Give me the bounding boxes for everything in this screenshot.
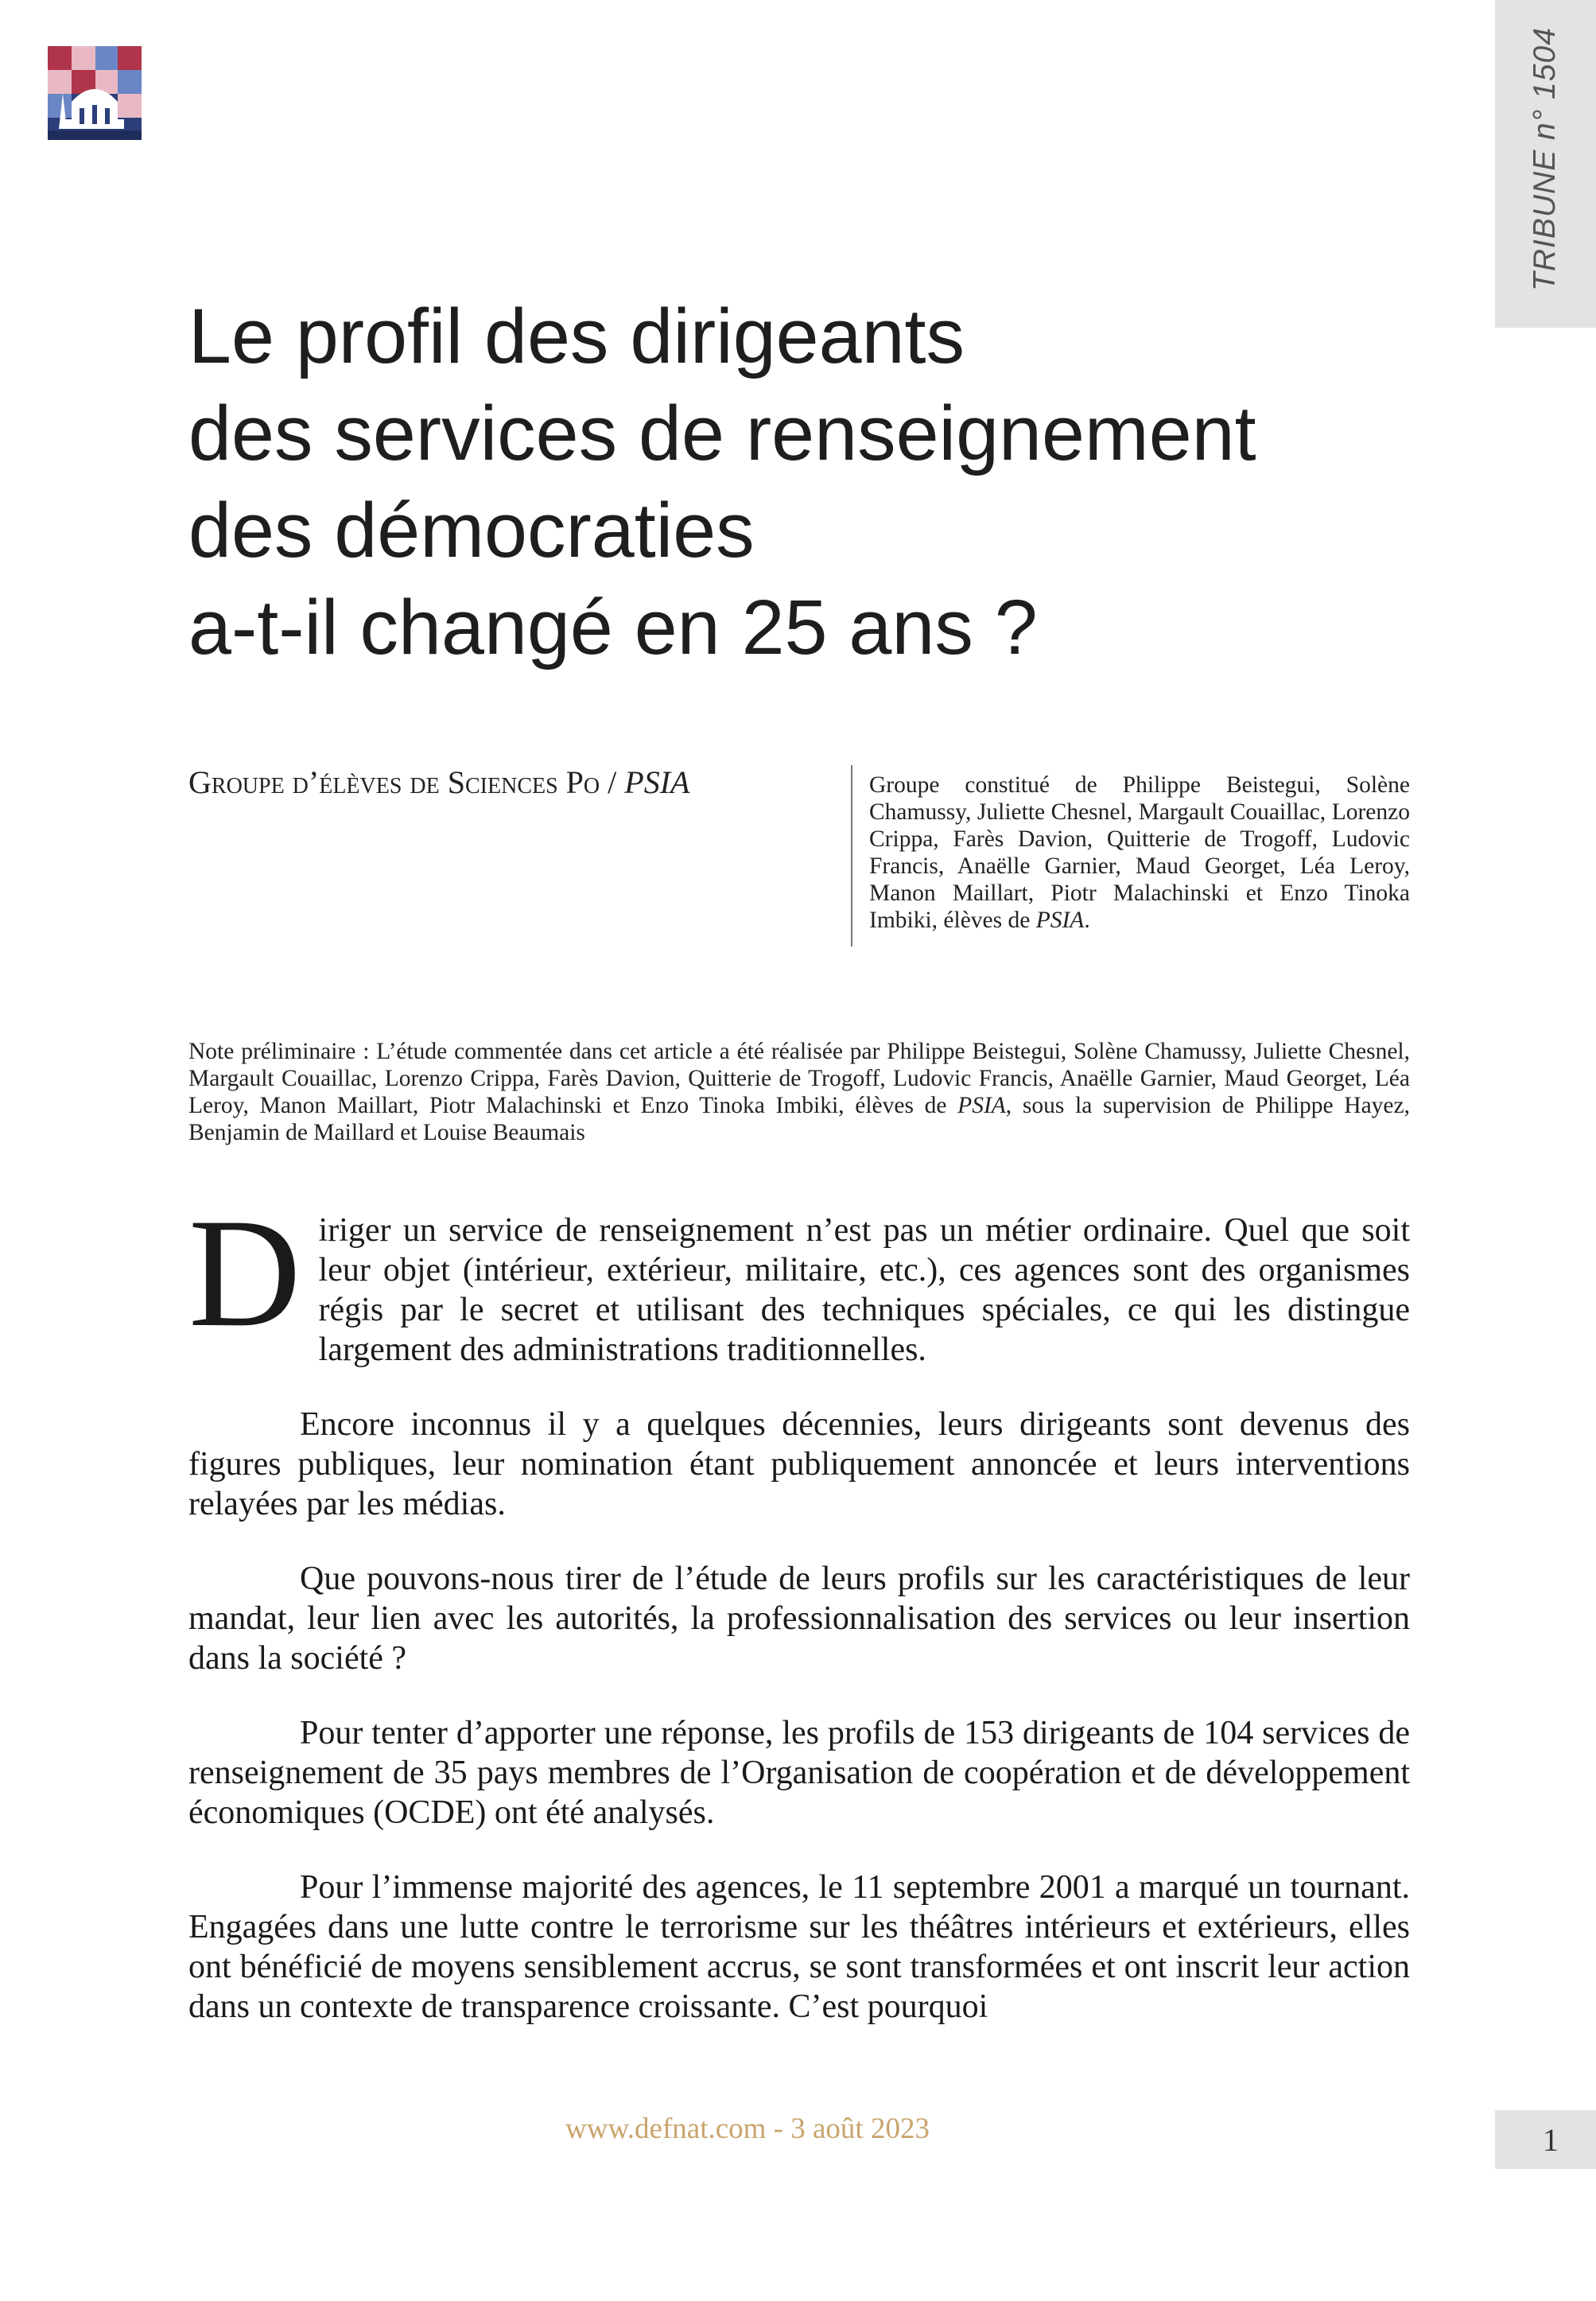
page-number-box <box>1495 2110 1596 2169</box>
publication-logo <box>48 46 142 140</box>
author-byline <box>188 764 833 802</box>
body-paragraph: Encore inconnus il y a quelques décennies, leurs dirigeants sont devenus des figures publiques, leur nomination étant publiquement annoncée et leurs interventions relayées par les médias. <box>188 1406 1410 1522</box>
author-bio-end: . <box>1084 908 1090 933</box>
paragraph-text: iriger un service de renseignement n’est pas un métier ordinaire. Quel que soit leur objet (intérieur, extérieur, militaire, etc.), ces agences sont des organismes régis par le secret et utilisant des techniques spéciales, ce qui les distingue largement des administrations traditionnelles. <box>318 1212 1410 1368</box>
title-line: des services de renseignement <box>188 390 1256 476</box>
author-divider <box>851 765 852 946</box>
side-tab <box>1495 0 1596 328</box>
body-paragraph: Pour tenter d’apporter une réponse, les profils de 153 dirigeants de 104 services de renseignement de 35 pays membres de l’Organisation de coopération et de développement économiques (OCDE) ont été analysés. <box>188 1715 1410 1831</box>
author-separator: / <box>600 764 625 800</box>
article-body <box>188 1187 1410 2062</box>
preliminary-note <box>188 1038 1410 1146</box>
title-line: Le profil des dirigeants <box>188 293 965 379</box>
article-title <box>188 288 1381 676</box>
body-paragraph: Pour l’immense majorité des agences, le 11 septembre 2001 a marqué un tournant. Engagées dans une lutte contre le terrorisme sur les théâtres intérieurs et extérieurs, elles ont bénéficié de moyens sensiblement accrus, se sont transformées et ont inscrit leur action dans un contexte de transparence croissante. C’est pourquoi <box>188 1869 1410 2025</box>
tribune-number: TRIBUNE n° 1504 <box>1528 27 1562 291</box>
author-bio <box>869 772 1410 934</box>
title-line: a-t-il changé en 25 ans ? <box>188 584 1038 670</box>
body-paragraph: Que pouvons-nous tirer de l’étude de leurs profils sur les caractéristiques de leur mandat, leur lien avec les autorités, la professionnalisation des services ou leur insertion dans la société ? <box>188 1561 1410 1677</box>
author-bio-text: Groupe constitué de Philippe Beistegui, Solène Chamussy, Juliette Chesnel, Margault Couaillac, Lorenzo Crippa, Farès Davion, Quitterie de Trogoff, Ludovic Francis, Anaëlle Garnier, Maud Georget, Léa Leroy, Manon Maillart, Piotr Malachinski et Enzo Tinoka Imbiki, élèves de <box>869 772 1410 933</box>
footer-site-date[interactable]: www.defnat.com - 3 août 2023 <box>565 2112 930 2145</box>
page-number: 1 <box>1543 2122 1559 2158</box>
author-group: Groupe d’élèves de Sciences Po <box>188 764 600 800</box>
drop-cap: D <box>188 1187 301 1359</box>
author-bio-school: PSIA <box>1035 908 1085 933</box>
preliminary-note-text: Note préliminaire : L’étude commentée dans cet article a été réalisée par Philippe Beistegui, Solène Chamussy, Juliette Chesnel, Margault Couaillac, Lorenzo Crippa, Farès Davion, Quitterie de Trogoff, Ludovic Francis, Anaëlle Garnier, Maud Georget, Léa Leroy, Manon Maillart, Piotr Malachinski et Enzo Tinoka Imbiki, élèves de <box>188 1039 1410 1118</box>
author-school: PSIA <box>624 764 690 800</box>
body-paragraph <box>188 1187 1410 1370</box>
preliminary-note-school: PSIA <box>957 1093 1006 1118</box>
revue-defense-nationale-logo-icon <box>48 46 142 140</box>
title-line: des démocraties <box>188 487 755 573</box>
preliminary-note-end: , sous la supervision de Philippe Hayez, Benjamin de Maillard et Louise Beaumais <box>188 1093 1410 1145</box>
